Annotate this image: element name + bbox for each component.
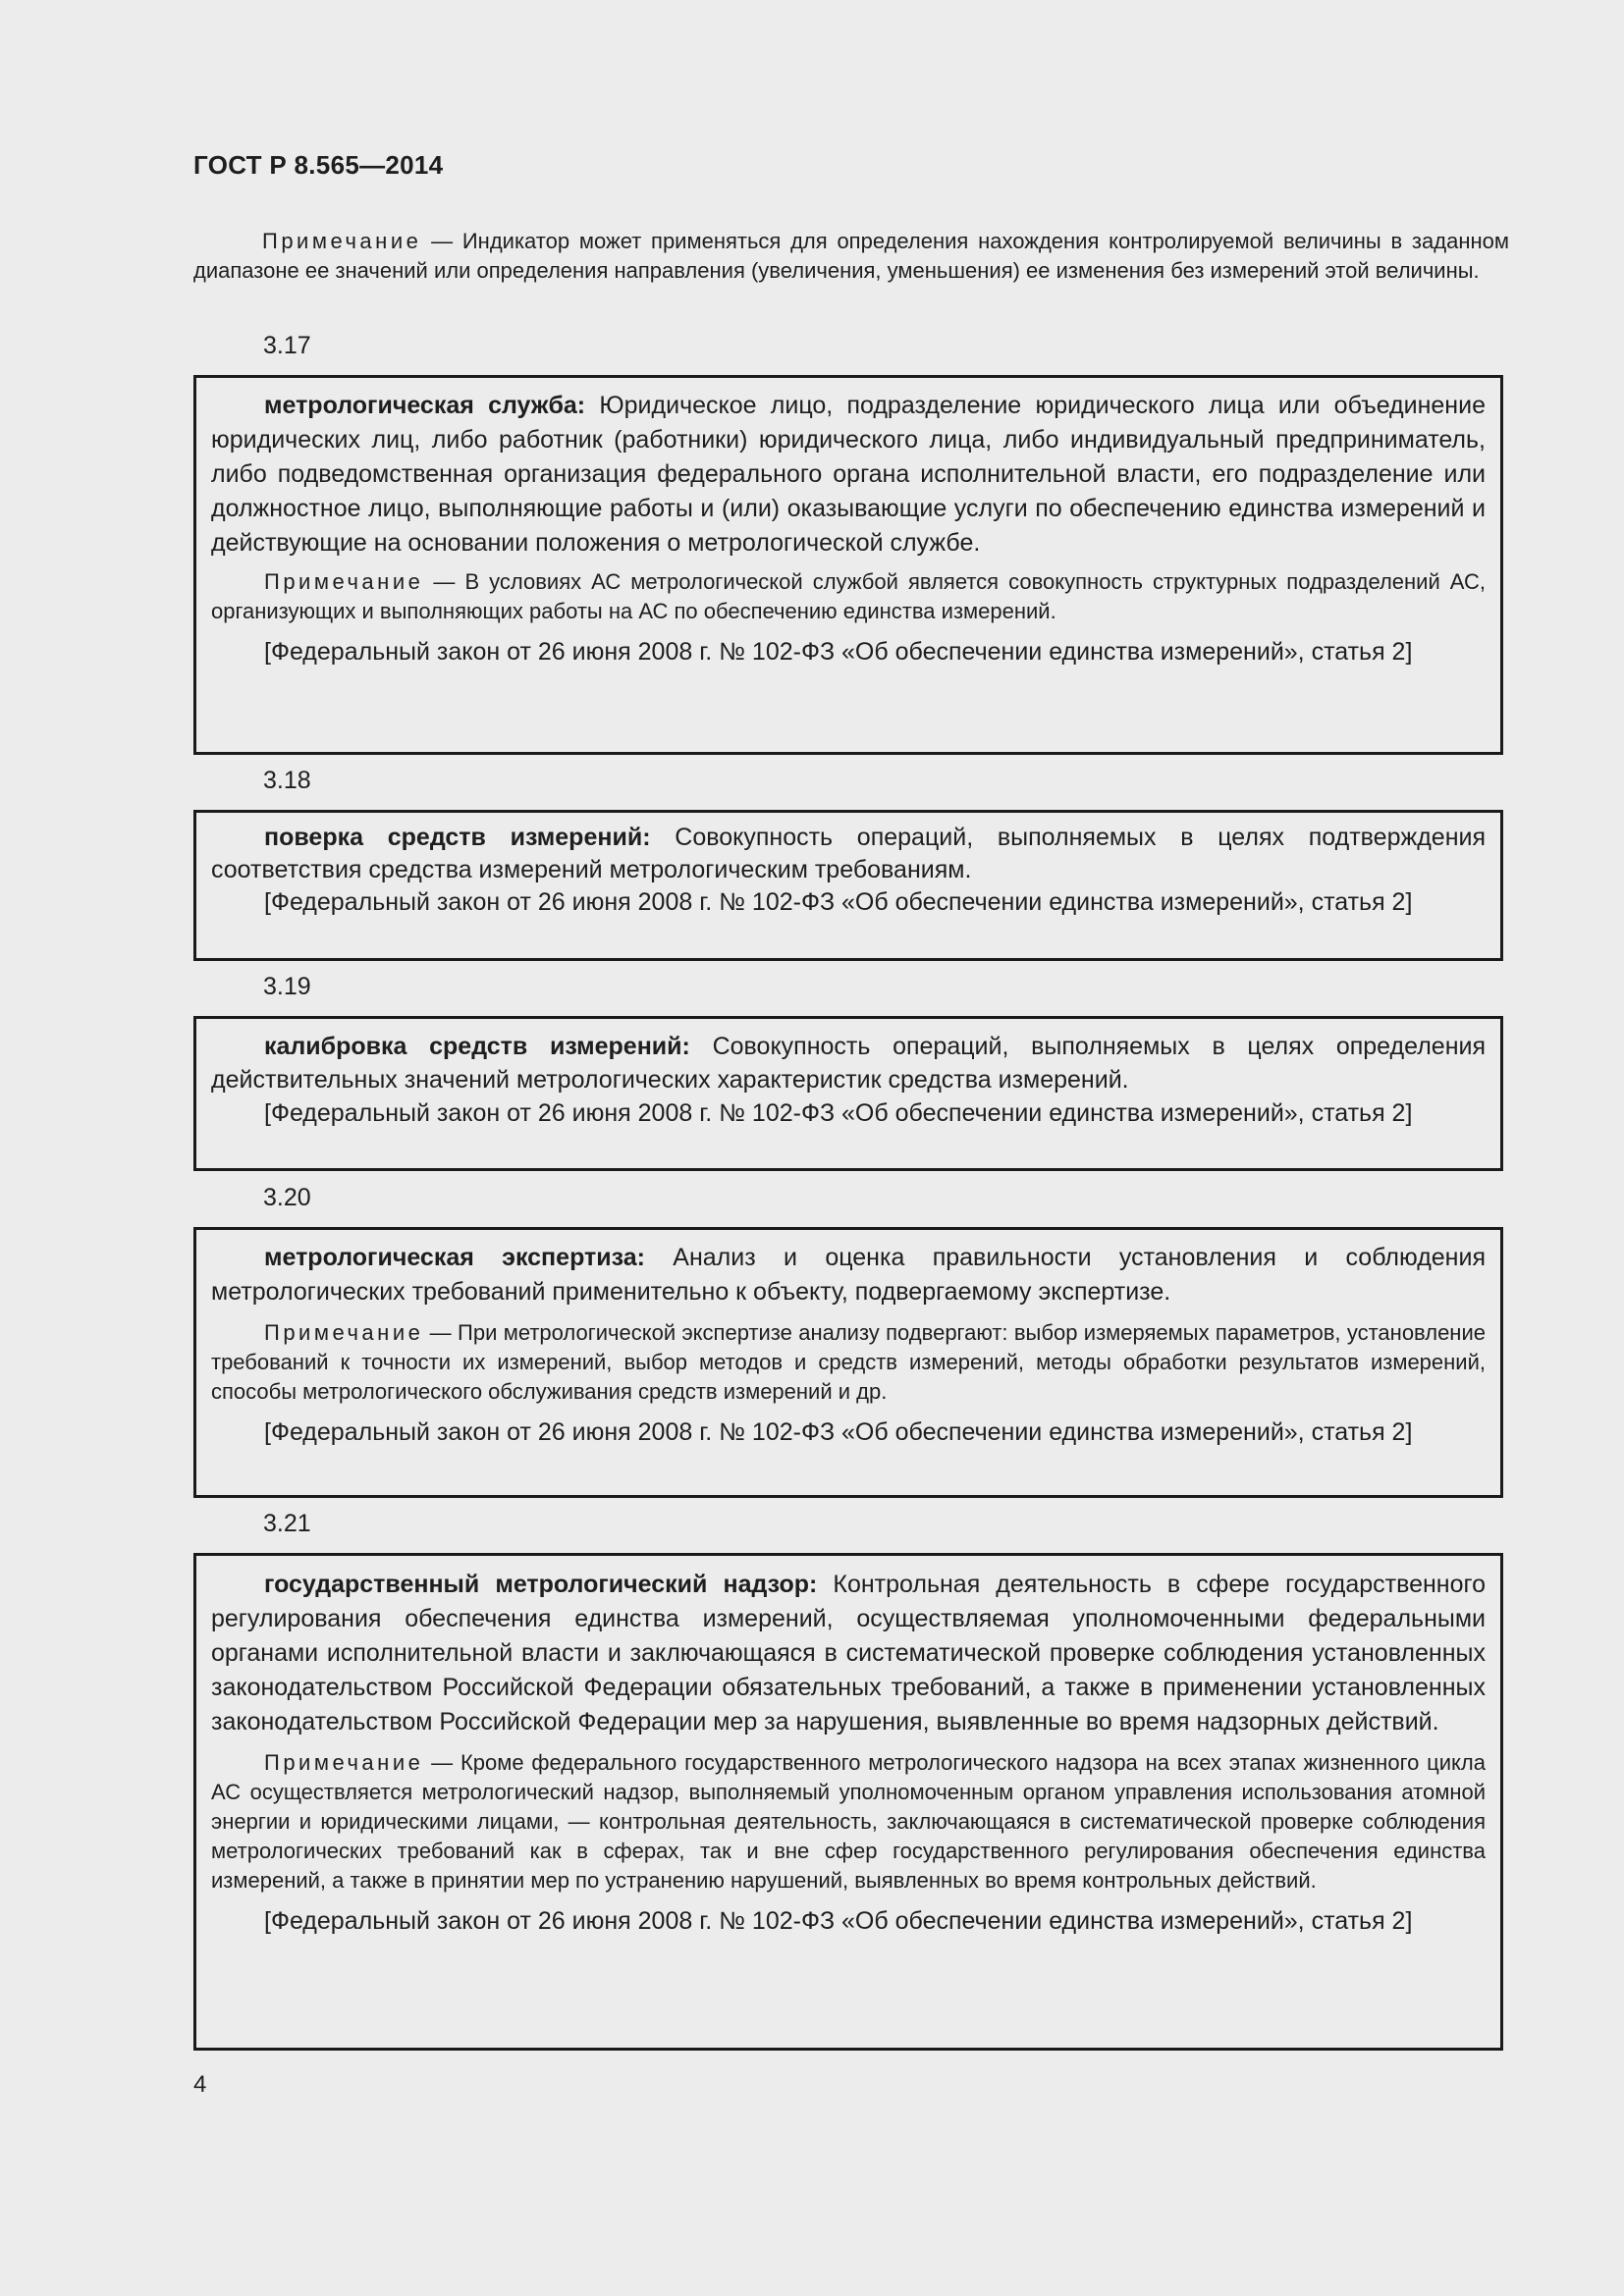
definition-text: Юридическое лицо, подразделение юридического лица или объединение юридических лиц, либо работник (работники) юридического лица, либо индивидуальный предприниматель, либо подведомственная организация федерального органа исполнительной власти, его подразделение или должностное лицо, выполняющие работы и (или) оказывающие услуги по обеспечению единства измерений и действующие на основании положения о метрологической службе. xyxy=(211,392,1486,557)
definition xyxy=(211,1241,1486,1309)
entry-number: 3.21 xyxy=(263,1510,311,1537)
page-number: 4 xyxy=(193,2071,207,2098)
definition xyxy=(211,389,1486,561)
entry-number: 3.18 xyxy=(263,767,311,794)
definition xyxy=(211,1030,1486,1096)
entry-note xyxy=(211,1318,1486,1407)
entry-number: 3.19 xyxy=(263,973,311,1000)
definition-box xyxy=(193,1553,1503,2051)
definition xyxy=(211,1568,1486,1739)
note-text: При метрологической экспертизе анализу подвергают: выбор измеряемых параметров, установление требований к точности их измерений, выбор методов и средств измерений, методы обработки результатов измерений, способы метрологического обслуживания средств измерений и др. xyxy=(211,1320,1486,1404)
definition-box xyxy=(193,1016,1503,1171)
definition-text: Совокупность операций, выполняемых в целях определения действительных значений метрологических характеристик средства измерений. xyxy=(211,1033,1486,1094)
entry-note xyxy=(211,567,1486,626)
note-text: В условиях АС метрологической службой является совокупность структурных подразделений АС, организующих и выполняющих работы на АС по обеспечению единства измерений. xyxy=(211,569,1486,623)
term: государственный метрологический надзор: xyxy=(264,1571,818,1598)
note-dash: — xyxy=(423,1750,460,1775)
top-note xyxy=(193,227,1509,286)
note-label: Примечание xyxy=(264,1750,424,1775)
source-reference: [Федеральный закон от 26 июня 2008 г. № 102-ФЗ «Об обеспечении единства измерений», статья 2] xyxy=(264,1418,1413,1446)
note-dash: — xyxy=(423,569,465,594)
term: поверка средств измерений: xyxy=(264,824,651,851)
term: метрологическая экспертиза: xyxy=(264,1244,645,1271)
source-reference: [Федеральный закон от 26 июня 2008 г. № 102-ФЗ «Об обеспечении единства измерений», статья 2] xyxy=(264,1907,1413,1935)
entry-number: 3.17 xyxy=(263,332,311,359)
entry-number: 3.20 xyxy=(263,1184,311,1211)
definition-box xyxy=(193,375,1503,755)
note-dash: — xyxy=(421,229,462,253)
note-text: Кроме федерального государственного метрологического надзора на всех этапах жизненного цикла АС осуществляется метрологический надзор, выполняемый уполномоченным органом управления использования атомной энергии и юридическими лицами, — контрольная деятельность, заключающаяся в систематической проверке соблюдения метрологических требований как в сферах, так и вне сфер государственного регулирования обеспечения единства измерений, а также в принятии мер по устранению нарушений, выявленных во время контрольных действий. xyxy=(211,1750,1486,1893)
note-label: Примечание xyxy=(264,569,424,594)
definition xyxy=(211,822,1486,886)
note-label: Примечание xyxy=(262,229,422,253)
definition-text: Контрольная деятельность в сфере государственного регулирования обеспечения единства измерений, осуществляемая уполномоченными федеральными органами исполнительной власти и заключающаяся в систематической проверке соблюдения установленных законодательством Российской Федерации обязательных требований, а также в применении установленных законодательством Российской Федерации мер за нарушения, выявленные во время надзорных действий. xyxy=(211,1571,1486,1735)
term: калибровка средств измерений: xyxy=(264,1033,690,1060)
definition-text: Совокупность операций, выполняемых в целях подтверждения соответствия средства измерений метрологическим требованиям. xyxy=(211,824,1487,883)
note-dash: — xyxy=(423,1320,459,1345)
definition-box xyxy=(193,810,1503,961)
document-header: ГОСТ Р 8.565—2014 xyxy=(193,150,444,180)
note-label: Примечание xyxy=(264,1320,424,1345)
entry-note xyxy=(211,1748,1486,1896)
term: метрологическая служба: xyxy=(264,392,586,419)
source-reference: [Федеральный закон от 26 июня 2008 г. № 102-ФЗ «Об обеспечении единства измерений», статья 2] xyxy=(264,1099,1413,1127)
note-text: Индикатор может применяться для определения нахождения контролируемой величины в заданном диапазоне ее значений или определения направления (увеличения, уменьшения) ее изменения без измерений этой величины. xyxy=(193,229,1509,283)
definition-box xyxy=(193,1227,1503,1498)
source-reference: [Федеральный закон от 26 июня 2008 г. № 102-ФЗ «Об обеспечении единства измерений», статья 2] xyxy=(264,638,1413,666)
source-reference: [Федеральный закон от 26 июня 2008 г. № 102-ФЗ «Об обеспечении единства измерений», статья 2] xyxy=(264,888,1413,916)
definition-text: Анализ и оценка правильности установления и соблюдения метрологических требований применительно к объекту, подвергаемому экспертизе. xyxy=(211,1244,1486,1306)
